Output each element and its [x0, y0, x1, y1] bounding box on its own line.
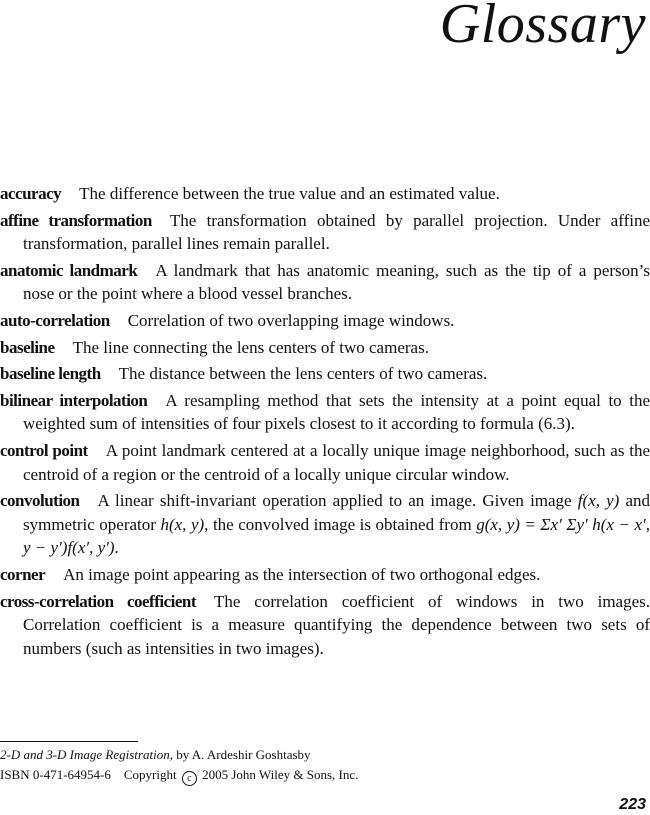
definition-text: and symmetric operator — [23, 491, 650, 534]
glossary-definition: The line connecting the lens centers of two cameras. — [72, 337, 429, 357]
copyright-icon: c — [182, 771, 197, 786]
footnote-copyright-line — [0, 766, 358, 786]
glossary-definition: The correlation coefficient of windows in two images. Correlation coefficient is a measure quantifying the dependence between two sets of numbers (such as intensities in two images). — [23, 591, 650, 658]
glossary-term: baseline length — [0, 364, 101, 384]
copyright-label: Copyright — [123, 767, 177, 782]
glossary-definition: A point landmark centered at a locally unique image neighborhood, such as the centroid of a region or the centroid of a locally unique circular window. — [23, 440, 650, 484]
glossary-entry — [0, 336, 650, 360]
glossary-term: baseline — [0, 337, 55, 357]
glossary-definition: The difference between the true value and an estimated value. — [79, 184, 500, 203]
glossary-term: control point — [0, 440, 88, 460]
glossary-term: accuracy — [0, 184, 62, 203]
isbn: ISBN 0-471-64954-6 — [0, 767, 111, 782]
math-expression: h(x, y) — [160, 514, 205, 534]
glossary-entry — [0, 590, 650, 661]
glossary-entry — [0, 362, 650, 386]
glossary-term: anatomic landmark — [0, 260, 138, 280]
page-title: Glossary — [439, 0, 646, 55]
glossary-list — [0, 182, 650, 663]
footnote-rule — [0, 741, 138, 742]
glossary-entry — [0, 389, 650, 436]
glossary-entry — [0, 209, 650, 256]
glossary-term: cross-correlation coefficient — [0, 591, 197, 611]
glossary-definition: A resampling method that sets the intensity at a point equal to the weighted sum of intensities of four pixels closest to it according to formula (6.3). — [23, 390, 650, 434]
glossary-entry — [0, 259, 650, 306]
glossary-term: affine transformation — [0, 210, 152, 230]
glossary-definition: A landmark that has anatomic meaning, such as the tip of a person’s nose or the point where a blood vessel branches. — [23, 260, 650, 304]
math-expression: g(x, y) = Σx′ Σy′ h(x − x′, y − y′)f(x′, y′) — [23, 514, 650, 558]
glossary-entry — [0, 309, 650, 333]
footnote-book-line — [0, 746, 311, 764]
math-expression: f(x, y) — [577, 491, 620, 511]
glossary-definition: An image point appearing as the intersection of two orthogonal edges. — [63, 564, 541, 584]
glossary-term: auto-correlation — [0, 310, 110, 330]
page-number: 223 — [619, 796, 646, 813]
glossary-definition — [23, 491, 650, 557]
glossary-entry — [0, 439, 650, 486]
definition-text: , the convolved image is obtained from — [204, 514, 477, 534]
glossary-term: corner — [0, 564, 46, 584]
glossary-term: bilinear interpolation — [0, 390, 148, 410]
book-title: 2-D and 3-D Image Registration, — [0, 747, 173, 762]
definition-text: . — [114, 538, 119, 558]
glossary-definition: The distance between the lens centers of two cameras. — [118, 364, 488, 384]
copyright-holder: 2005 John Wiley & Sons, Inc. — [202, 767, 359, 782]
glossary-entry — [0, 182, 650, 206]
glossary-definition: The transformation obtained by parallel projection. Under affine transformation, parallel lines remain parallel. — [23, 210, 650, 254]
glossary-definition: Correlation of two overlapping image windows. — [127, 310, 455, 330]
definition-text: A linear shift-invariant operation applied to an image. Given image — [97, 491, 578, 511]
book-author: by A. Ardeshir Goshtasby — [172, 747, 311, 762]
glossary-entry — [0, 563, 650, 587]
glossary-term: convolution — [0, 491, 80, 511]
glossary-entry — [0, 489, 650, 560]
